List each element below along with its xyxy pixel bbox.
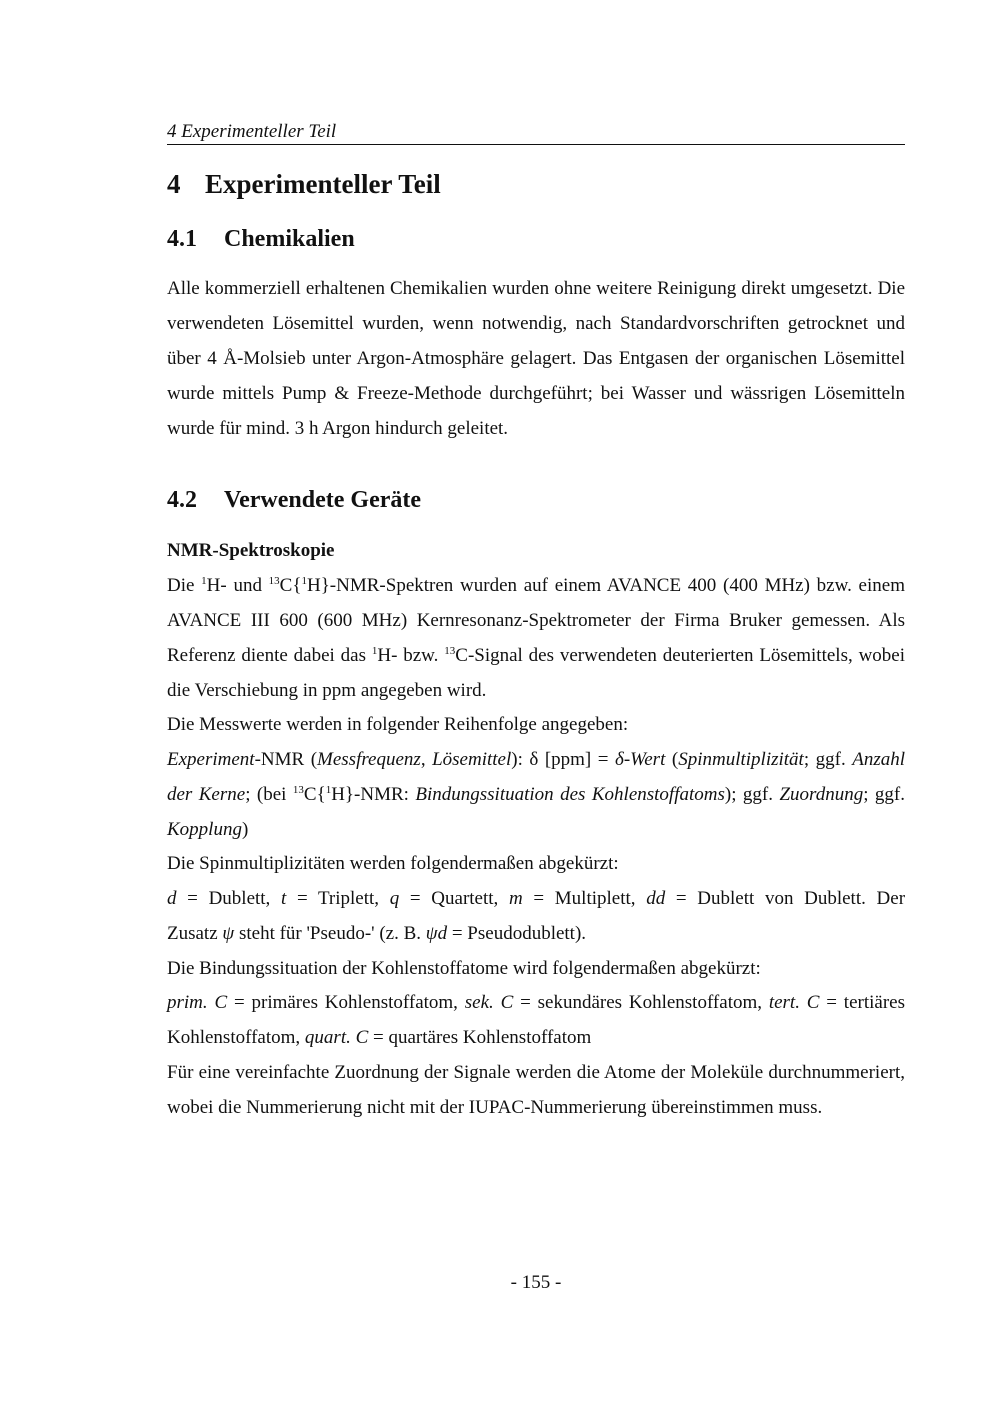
page-number: - 155 -: [510, 1272, 562, 1293]
text-run: ; ggf.: [863, 784, 905, 805]
superscript: 1: [325, 784, 332, 796]
text-run: ,: [420, 749, 433, 770]
nmr-paragraph: [167, 568, 905, 708]
section-heading-chemikalien: [167, 223, 355, 255]
text-run: H- bzw.: [377, 645, 445, 666]
chapter-number: 4: [167, 169, 181, 199]
italic-run: m: [508, 888, 523, 909]
text-run: C{: [303, 784, 326, 805]
carbon-intro: Die Bindungssituation der Kohlenstoffatome wird folgendermaßen abgekürzt:: [167, 958, 761, 979]
text-run: = Pseudodublett).: [447, 923, 587, 944]
italic-run: quart. C: [304, 1027, 369, 1048]
italic-run: d: [167, 888, 177, 909]
italic-run: q: [389, 888, 400, 909]
text-run: = sekundäres Kohlenstoffatom,: [513, 992, 769, 1013]
text-run: = Dublett,: [176, 888, 281, 909]
order-intro: Die Messwerte werden in folgender Reihenfolge angegeben:: [167, 714, 629, 735]
format-paragraph: [167, 742, 905, 847]
text-run: -NMR (: [254, 749, 318, 770]
text-run: C{: [279, 575, 302, 596]
nmr-subheading: NMR-Spektroskopie: [167, 540, 335, 561]
italic-run: dd: [646, 888, 666, 909]
text-run: H}-NMR-Spektren wurden auf einem AVANCE 400 (400 MHz) bzw. einem AVANCE III 600 (600 MHz) Kernresonanz-Spektrometer der Firma Bruker gemessen. Als Referenz diente dabei das: [167, 575, 905, 666]
superscript: 13: [292, 784, 304, 796]
italic-run: Kopplung: [167, 819, 242, 840]
text-run: = tertiäres Kohlenstoffatom,: [167, 992, 905, 1048]
italic-run: ψd: [425, 923, 448, 944]
italic-run: Lösemittel: [432, 749, 512, 770]
section-title: Verwendete Geräte: [224, 487, 422, 513]
numbering-paragraph: Für eine vereinfachte Zuordnung der Signale werden die Atome der Moleküle durchnummeriert, wobei die Nummerierung nicht mit der IUPAC-Nummerierung übereinstimmen muss.: [167, 1062, 905, 1118]
text-run: (: [665, 749, 679, 770]
italic-run: tert. C: [768, 992, 820, 1013]
superscript: 1: [201, 575, 207, 587]
text-run: H}-NMR:: [331, 784, 416, 805]
italic-run: t: [280, 888, 287, 909]
text-run: = Dublett von Dublett. Der: [665, 888, 906, 909]
text-run: = Quartett,: [399, 888, 509, 909]
spin-line-1: [167, 881, 905, 916]
text-run: ; (bei: [245, 784, 293, 805]
section-heading-geraete: [167, 484, 421, 516]
italic-run: δ-Wert: [615, 749, 666, 770]
carbon-paragraph: [167, 985, 905, 1055]
text-run: = quartäres Kohlenstoffatom: [368, 1027, 592, 1048]
text-run: = Triplett,: [286, 888, 390, 909]
section-number: 4.2: [167, 487, 197, 513]
chapter-title: Experimenteller Teil: [205, 169, 441, 199]
italic-run: ψ: [222, 923, 235, 944]
superscript: 13: [268, 575, 280, 587]
text-run: ): [241, 819, 249, 840]
italic-run: prim. C: [167, 992, 228, 1013]
superscript: 1: [301, 575, 307, 587]
text-run: ; ggf.: [803, 749, 853, 770]
italic-run: Spinmultiplizität: [678, 749, 804, 770]
text-run: C-Signal des verwendeten deuterierten Lösemittels, wobei die Verschiebung in ppm angegeben wird.: [167, 645, 905, 701]
italic-run: Experiment: [167, 749, 255, 770]
section-title: Chemikalien: [224, 226, 355, 252]
text-run: Zusatz: [167, 923, 223, 944]
chapter-heading: [167, 166, 441, 202]
text-run: ): δ [ppm] =: [511, 749, 615, 770]
chemikalien-paragraph: Alle kommerziell erhaltenen Chemikalien wurden ohne weitere Reinigung direkt umgesetzt. Die verwendeten Lösemittel wurden, wenn notwendig, nach Standardvorschriften getrocknet und über 4 Å-Molsieb unter Argon-Atmosphäre gelagert. Das Entgasen der organischen Lösemittel wurde mittels Pump & Freeze-Methode durchgeführt; bei Wasser und wässrigen Lösemitteln wurde für mind. 3 h Argon hindurch geleitet.: [167, 278, 905, 439]
italic-run: Anzahl der Kerne: [167, 749, 905, 805]
text-run: H- und: [206, 575, 269, 596]
text-run: Die: [167, 575, 202, 596]
italic-run: Zuordnung: [779, 784, 864, 805]
italic-run: Messfrequenz: [317, 749, 421, 770]
spin-line-2: [167, 916, 905, 951]
section-number: 4.1: [167, 226, 197, 252]
text-run: steht für 'Pseudo-' (z. B.: [234, 923, 426, 944]
text-run: = Multiplett,: [522, 888, 647, 909]
italic-run: sek. C: [464, 992, 514, 1013]
italic-run: Bindungssituation des Kohlenstoffatoms: [415, 784, 725, 805]
superscript: 13: [444, 645, 456, 657]
superscript: 1: [371, 645, 378, 657]
spin-intro: Die Spinmultiplizitäten werden folgendermaßen abgekürzt:: [167, 853, 619, 874]
text-run: = primäres Kohlenstoffatom,: [227, 992, 465, 1013]
text-run: ); ggf.: [724, 784, 780, 805]
running-header: 4 Experimenteller Teil: [167, 120, 905, 145]
